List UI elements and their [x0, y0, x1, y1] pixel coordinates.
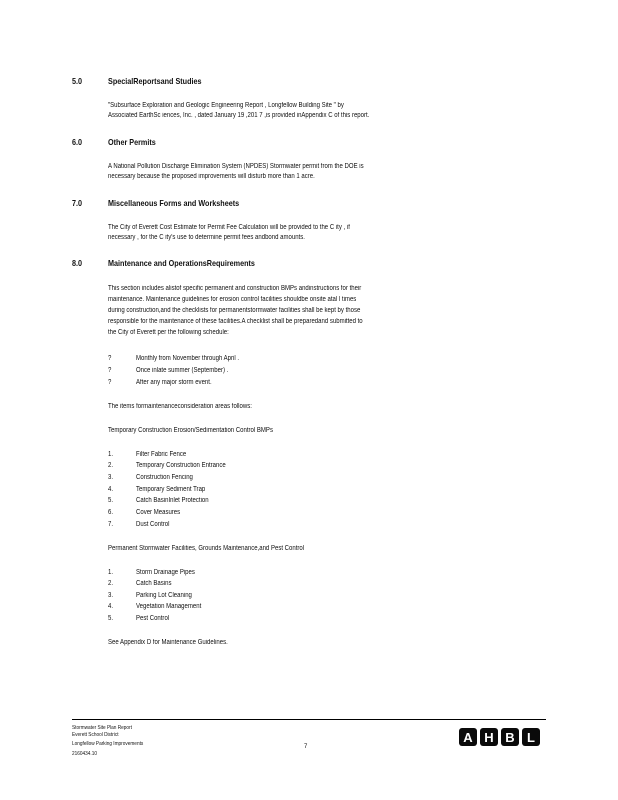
- list-item: Filter Fabric Fence: [136, 451, 187, 458]
- paragraph-line: See Appendix D for Maintenance Guidelines.: [108, 639, 228, 646]
- footer-line: Longfellow Parking Improvements: [72, 741, 144, 747]
- logo-letter: A: [459, 728, 477, 746]
- bullet-mark: ?: [108, 367, 112, 374]
- list-item: Dust Control: [136, 521, 170, 528]
- footer-rule: [72, 719, 546, 720]
- paragraph-line: The City of Everett Cost Estimate for Permit Fee Calculation will be provided to the C ity , if: [108, 224, 350, 231]
- section-title: SpecialReportsand Studies: [108, 76, 202, 86]
- list-number: 1.: [108, 451, 114, 458]
- logo-letter: L: [522, 728, 540, 746]
- bullet-mark: ?: [108, 355, 112, 362]
- paragraph-line: necessary , for the C ity's use to determine permit fees andbond amounts.: [108, 234, 305, 241]
- paragraph-line: responsible for the maintenance of these facilities.A checklist shall be preparedand submitted to: [108, 318, 363, 325]
- paragraph-line: maintenance. Maintenance guidelines for erosion control facilities shouldbe onsite atal l times: [108, 296, 357, 303]
- paragraph-line: "Subsurface Exploration and Geologic Engineering Report , Longfellow Building Site " by: [108, 102, 344, 109]
- list-heading: Temporary Construction Erosion/Sedimentation Control BMPs: [108, 427, 273, 434]
- list-number: 2.: [108, 462, 114, 469]
- list-item: Temporary Sediment Trap: [136, 486, 206, 493]
- section-title: Maintenance and OperationsRequirements: [108, 258, 255, 268]
- list-item: Cover Measures: [136, 509, 181, 516]
- section-number: 7.0: [72, 198, 83, 208]
- list-number: 3.: [108, 592, 114, 599]
- page-number: 7: [304, 744, 308, 750]
- list-number: 6.: [108, 509, 114, 516]
- footer-line: 2160434.10: [72, 751, 97, 757]
- section-number: 8.0: [72, 258, 83, 268]
- paragraph-line: the City of Everett per the following schedule:: [108, 329, 229, 336]
- list-number: 3.: [108, 474, 114, 481]
- paragraph-line: A National Pollution Discharge Elimination System (NPDES) Stormwater permit from the DOE is: [108, 163, 364, 170]
- footer-line: Everett School District: [72, 732, 119, 738]
- list-number: 7.: [108, 521, 114, 528]
- paragraph-line: necessary because the proposed improvements will disturb more than 1 acre.: [108, 173, 315, 180]
- list-number: 2.: [108, 580, 114, 587]
- paragraph-line: Associated EarthSc iences, Inc. , dated January 19 ,201 7 ,is provided inAppendix C of this report.: [108, 112, 370, 119]
- list-number: 4.: [108, 486, 114, 493]
- section-number: 5.0: [72, 76, 83, 86]
- list-heading: Permanent Stormwater Facilities, Grounds Maintenance,and Pest Control: [108, 545, 305, 552]
- list-number: 1.: [108, 569, 114, 576]
- section-number: 6.0: [72, 137, 83, 147]
- bullet-text: Once inlate summer (September) .: [136, 367, 229, 374]
- bullet-mark: ?: [108, 379, 112, 386]
- ahbl-logo: [459, 728, 540, 746]
- paragraph-line: The items formaintenanceconsideration areas follows:: [108, 403, 252, 410]
- list-item: Catch Basins: [136, 580, 172, 587]
- section-title: Miscellaneous Forms and Worksheets: [108, 198, 240, 208]
- list-item: Catch BasinInlet Protection: [136, 497, 209, 504]
- bullet-text: Monthly from November through April .: [136, 355, 240, 362]
- list-item: Temporary Construction Entrance: [136, 462, 226, 469]
- logo-letter: H: [480, 728, 498, 746]
- footer-line: Stormwater Site Plan Report: [72, 725, 132, 731]
- section-title: Other Permits: [108, 137, 156, 147]
- list-item: Parking Lot Cleaning: [136, 592, 192, 599]
- list-item: Construction Fencing: [136, 474, 193, 481]
- paragraph-line: This section includes alistof specific permanent and construction BMPs andinstructions for their: [108, 285, 362, 292]
- list-item: Vegetation Management: [136, 603, 202, 610]
- logo-letter: B: [501, 728, 519, 746]
- list-number: 5.: [108, 615, 114, 622]
- list-item: Pest Control: [136, 615, 170, 622]
- list-number: 4.: [108, 603, 114, 610]
- bullet-text: After any major storm event.: [136, 379, 212, 386]
- paragraph-line: during construction,and the checklists for permanentstormwater facilities shall be kept by those: [108, 307, 361, 314]
- list-number: 5.: [108, 497, 114, 504]
- list-item: Storm Drainage Pipes: [136, 569, 195, 576]
